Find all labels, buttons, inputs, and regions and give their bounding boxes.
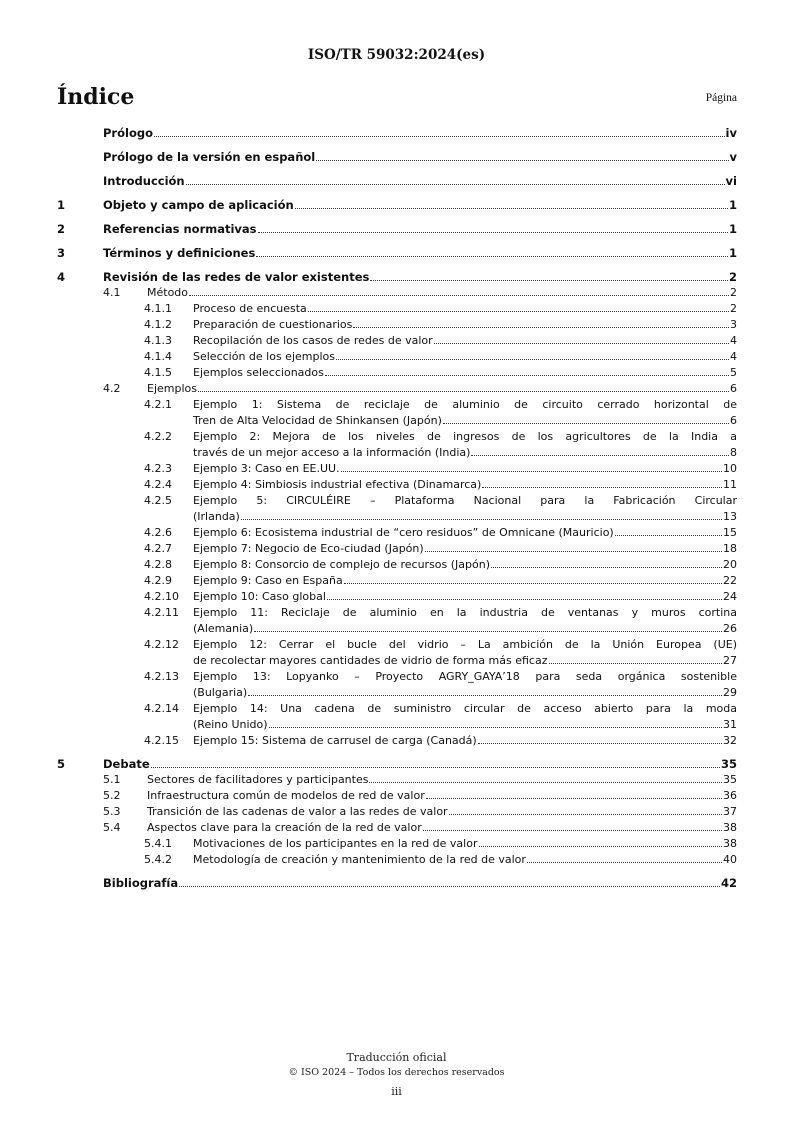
toc-entry-page: 5 (730, 366, 737, 379)
toc-entry-number: 4.2.6 (144, 526, 172, 539)
toc-entry-number: 4.2.10 (144, 590, 179, 603)
dot-leader (248, 694, 722, 696)
dot-leader (189, 294, 729, 296)
toc-entry-number: 4.2.9 (144, 574, 172, 587)
toc-entry-title: Ejemplos seleccionados (193, 366, 324, 379)
toc-entry-title: Prólogo de la versión en español (103, 150, 316, 164)
footer-translation-note: Traducción oficial (346, 1051, 447, 1064)
dot-leader (327, 598, 722, 600)
toc-entry-page: 22 (723, 574, 737, 587)
toc-entry-page: 35 (723, 773, 737, 786)
toc-entry-title: Debate (103, 757, 150, 771)
dot-leader (478, 742, 722, 744)
toc-entry-number: 4.2.5 (144, 494, 172, 507)
toc-entry-title: Proceso de encuesta (193, 302, 307, 315)
toc-entry-title: Prólogo (103, 126, 153, 140)
dot-leader (423, 829, 722, 831)
toc-entry[interactable] (57, 245, 737, 261)
toc-entry-title: Infraestructura común de modelos de red de valor (147, 789, 425, 802)
dot-leader (295, 207, 728, 209)
page-title: Índice (57, 84, 135, 110)
toc-entry-title-line: Ejemplo 2: Mejora de los niveles de ingresos de los agricultores de la India a (193, 430, 737, 443)
toc-entry-number: 4.2.7 (144, 542, 172, 555)
toc-entry[interactable] (57, 365, 737, 381)
toc-entry[interactable] (57, 493, 737, 525)
toc-entry-page: 36 (723, 789, 737, 802)
dot-leader (426, 797, 722, 799)
toc-entry-title: Ejemplo 9: Caso en España (193, 574, 343, 587)
toc-entry[interactable] (57, 525, 737, 541)
toc-entry[interactable] (57, 173, 737, 189)
dot-leader (370, 279, 728, 281)
toc-entry-number: 5.2 (103, 789, 121, 802)
toc-entry[interactable] (57, 149, 737, 165)
footer-copyright: © ISO 2024 – Todos los derechos reservados (288, 1067, 505, 1078)
toc-entry-page: 11 (723, 478, 737, 491)
toc-entry-page: 32 (723, 734, 737, 747)
toc-entry[interactable] (57, 429, 737, 461)
toc-entry-page: 10 (723, 462, 737, 475)
toc-entry-title-line: Ejemplo 14: Una cadena de suministro circular de acceso abierto para la moda (193, 702, 737, 715)
dot-leader (527, 861, 722, 863)
toc-entry-page: v (729, 150, 737, 164)
toc-entry[interactable] (57, 477, 737, 493)
toc-entry-page: 6 (730, 382, 737, 395)
dot-leader (336, 358, 729, 360)
dot-leader (479, 845, 723, 847)
toc-entry-title: Ejemplo 6: Ecosistema industrial de “cero residuos” de Omnicane (Mauricio) (193, 526, 614, 539)
dot-leader (241, 518, 722, 520)
toc-entry-title: Sectores de facilitadores y participantes (147, 773, 369, 786)
toc-entry[interactable] (57, 875, 737, 891)
dot-leader (369, 781, 722, 783)
toc-entry-title: Recopilación de los casos de redes de valor (193, 334, 433, 347)
toc-entry[interactable] (57, 381, 737, 397)
toc-entry-number: 4.2.13 (144, 670, 179, 683)
toc-entry-number: 4.2.8 (144, 558, 172, 571)
toc-entry-number: 4.1.2 (144, 318, 172, 331)
toc-entry-title: Motivaciones de los participantes en la red de valor (193, 837, 478, 850)
toc-entry-title-line: Ejemplo 12: Cerrar el bucle del vidrio – La ambición de la Unión Europea (UE) (193, 638, 737, 651)
toc-entry[interactable] (57, 197, 737, 213)
dot-leader (256, 255, 728, 257)
toc-entry-title: de recolectar mayores cantidades de vidrio de forma más eficaz (193, 654, 548, 667)
toc-entry[interactable] (57, 461, 737, 477)
toc-entry-page: 1 (728, 246, 737, 260)
toc-entry-number: 4.2.11 (144, 606, 179, 619)
toc-entry-page: 20 (723, 558, 737, 571)
toc-entry-page: 37 (723, 805, 737, 818)
toc-entry[interactable] (57, 637, 737, 669)
dot-leader (491, 566, 722, 568)
toc-entry-page: 38 (723, 837, 737, 850)
dot-leader (425, 550, 722, 552)
toc-entry-number: 5.1 (103, 773, 121, 786)
toc-entry-page: 24 (723, 590, 737, 603)
toc-entry-number: 4.2.12 (144, 638, 179, 651)
dot-leader (549, 662, 723, 664)
toc-entry-title: Bibliografía (103, 876, 179, 890)
toc-entry-page: 15 (723, 526, 737, 539)
toc-entry-number: 4.2.4 (144, 478, 172, 491)
toc-entry-title: Ejemplo 3: Caso en EE.UU. (193, 462, 340, 475)
toc-entry-title: (Bulgaria) (193, 686, 248, 699)
toc-entry-number: 4.1.1 (144, 302, 172, 315)
toc-entry[interactable] (57, 669, 737, 701)
toc-entry-page: 29 (723, 686, 737, 699)
toc-entry-page: vi (725, 174, 737, 188)
toc-entry-number: 5 (57, 757, 66, 771)
toc-entry[interactable] (57, 733, 737, 749)
toc-entry-page: 1 (728, 198, 737, 212)
toc-entry-title: Preparación de cuestionarios (193, 318, 353, 331)
toc-entry-number: 4.1.4 (144, 350, 172, 363)
dot-leader (449, 813, 722, 815)
dot-leader (341, 470, 722, 472)
toc-entry[interactable] (57, 269, 737, 285)
toc-entry[interactable] (57, 541, 737, 557)
toc-entry-title: (Reino Unido) (193, 718, 268, 731)
toc-entry-title: Método (147, 286, 189, 299)
toc-entry-number: 5.4.1 (144, 837, 172, 850)
toc-entry-page: 40 (723, 853, 737, 866)
toc-entry[interactable] (57, 852, 737, 868)
toc-entry-page: 4 (730, 334, 737, 347)
toc-entry-title: Ejemplo 4: Simbiosis industrial efectiva (Dinamarca) (193, 478, 482, 491)
toc-entry-title: Transición de las cadenas de valor a las redes de valor (147, 805, 448, 818)
toc-entry[interactable] (57, 788, 737, 804)
toc-entry-number: 5.3 (103, 805, 121, 818)
toc-entry-number: 4.2.3 (144, 462, 172, 475)
toc-entry-page: 2 (730, 302, 737, 315)
toc-entry-title: Términos y definiciones (103, 246, 256, 260)
toc-entry-number: 4.2 (103, 382, 121, 395)
toc-entry-number: 4.2.14 (144, 702, 179, 715)
dot-leader (258, 231, 728, 233)
toc-entry-title: (Irlanda) (193, 510, 240, 523)
dot-leader (344, 582, 722, 584)
toc-entry-title: Ejemplo 7: Negocio de Eco-ciudad (Japón) (193, 542, 424, 555)
dot-leader (269, 726, 722, 728)
toc-entry-title: Ejemplo 15: Sistema de carrusel de carga (Canadá) (193, 734, 477, 747)
toc-entry-title-line: Ejemplo 11: Reciclaje de aluminio en la industria de ventanas y muros cortina (193, 606, 737, 619)
toc-entry[interactable] (57, 701, 737, 733)
dot-leader (443, 422, 729, 424)
toc-entry-number: 4 (57, 270, 66, 284)
toc-entry[interactable] (57, 836, 737, 852)
dot-leader (308, 310, 729, 312)
toc-entry-title: Ejemplo 10: Caso global (193, 590, 326, 603)
toc-entry[interactable] (57, 125, 737, 141)
dot-leader (434, 342, 729, 344)
toc-entry-title-line: Ejemplo 5: CIRCULÉIRE – Plataforma Nacional para la Fabricación Circular (193, 494, 737, 507)
toc-entry-number: 4.2.15 (144, 734, 179, 747)
toc-entry[interactable] (57, 573, 737, 589)
toc-entry-title: Aspectos clave para la creación de la red de valor (147, 821, 422, 834)
toc-entry-page: 3 (730, 318, 737, 331)
dot-leader (154, 135, 725, 137)
toc-entry-page: 42 (720, 876, 737, 890)
toc-entry-title: Ejemplo 8: Consorcio de complejo de recursos (Japón) (193, 558, 491, 571)
toc-entry[interactable] (57, 557, 737, 573)
toc-entry-page: 27 (723, 654, 737, 667)
table-of-contents (57, 125, 737, 891)
toc-entry-page: 4 (730, 350, 737, 363)
toc-entry[interactable] (57, 317, 737, 333)
toc-entry-number: 4.1 (103, 286, 121, 299)
toc-entry-page: 8 (730, 446, 737, 459)
toc-entry[interactable] (57, 589, 737, 605)
dot-leader (254, 630, 722, 632)
toc-entry-title-line: Ejemplo 1: Sistema de reciclaje de aluminio de circuito cerrado horizontal de (193, 398, 737, 411)
dot-leader (151, 766, 720, 768)
dot-leader (615, 534, 722, 536)
toc-entry-page: 2 (730, 286, 737, 299)
toc-entry-title: Selección de los ejemplos (193, 350, 335, 363)
toc-entry-page: 31 (723, 718, 737, 731)
toc-entry[interactable] (57, 397, 737, 429)
toc-entry-page: 38 (723, 821, 737, 834)
toc-entry-title: Introducción (103, 174, 185, 188)
toc-entry-number: 5.4.2 (144, 853, 172, 866)
document-header: ISO/TR 59032:2024(es) (307, 47, 486, 63)
toc-entry-page: 35 (720, 757, 737, 771)
toc-entry[interactable] (57, 333, 737, 349)
toc-entry[interactable] (57, 301, 737, 317)
toc-entry-number: 4.2.2 (144, 430, 172, 443)
toc-entry[interactable] (57, 756, 737, 772)
toc-entry-title: Revisión de las redes de valor existentes (103, 270, 370, 284)
toc-entry-number: 2 (57, 222, 66, 236)
dot-leader (482, 486, 722, 488)
toc-entry-number: 1 (57, 198, 66, 212)
toc-entry-page: iv (725, 126, 737, 140)
toc-entry-title: Tren de Alta Velocidad de Shinkansen (Japón) (193, 414, 442, 427)
toc-entry-page: 18 (723, 542, 737, 555)
toc-entry-page: 2 (728, 270, 737, 284)
toc-entry-title: través de un mejor acceso a la información (India) (193, 446, 471, 459)
dot-leader (198, 390, 729, 392)
toc-entry-title: Objeto y campo de aplicación (103, 198, 294, 212)
toc-entry-title: Ejemplos (147, 382, 197, 395)
toc-entry-page: 6 (730, 414, 737, 427)
toc-entry-title: (Alemania) (193, 622, 254, 635)
dot-leader (325, 374, 729, 376)
dot-leader (186, 183, 725, 185)
footer-page-number: iii (391, 1085, 402, 1098)
dot-leader (316, 159, 728, 161)
toc-entry[interactable] (57, 285, 737, 301)
dot-leader (179, 885, 720, 887)
toc-entry-number: 4.1.5 (144, 366, 172, 379)
toc-entry-number: 4.1.3 (144, 334, 172, 347)
toc-entry[interactable] (57, 772, 737, 788)
toc-entry-page: 1 (728, 222, 737, 236)
toc-entry[interactable] (57, 804, 737, 820)
toc-entry-number: 5.4 (103, 821, 121, 834)
toc-entry[interactable] (57, 349, 737, 365)
dot-leader (471, 454, 729, 456)
toc-entry-page: 26 (723, 622, 737, 635)
page-column-label: Página (705, 92, 737, 104)
toc-entry-title: Metodología de creación y mantenimiento de la red de valor (193, 853, 526, 866)
toc-entry-number: 4.2.1 (144, 398, 172, 411)
toc-entry-page: 13 (723, 510, 737, 523)
toc-entry-title: Referencias normativas (103, 222, 257, 236)
toc-entry-number: 3 (57, 246, 66, 260)
dot-leader (353, 326, 729, 328)
toc-entry-title-line: Ejemplo 13: Lopyanko – Proyecto AGRY_GAYA’18 para seda orgánica sostenible (193, 670, 737, 683)
toc-entry[interactable] (57, 605, 737, 637)
toc-entry[interactable] (57, 820, 737, 836)
toc-entry[interactable] (57, 221, 737, 237)
